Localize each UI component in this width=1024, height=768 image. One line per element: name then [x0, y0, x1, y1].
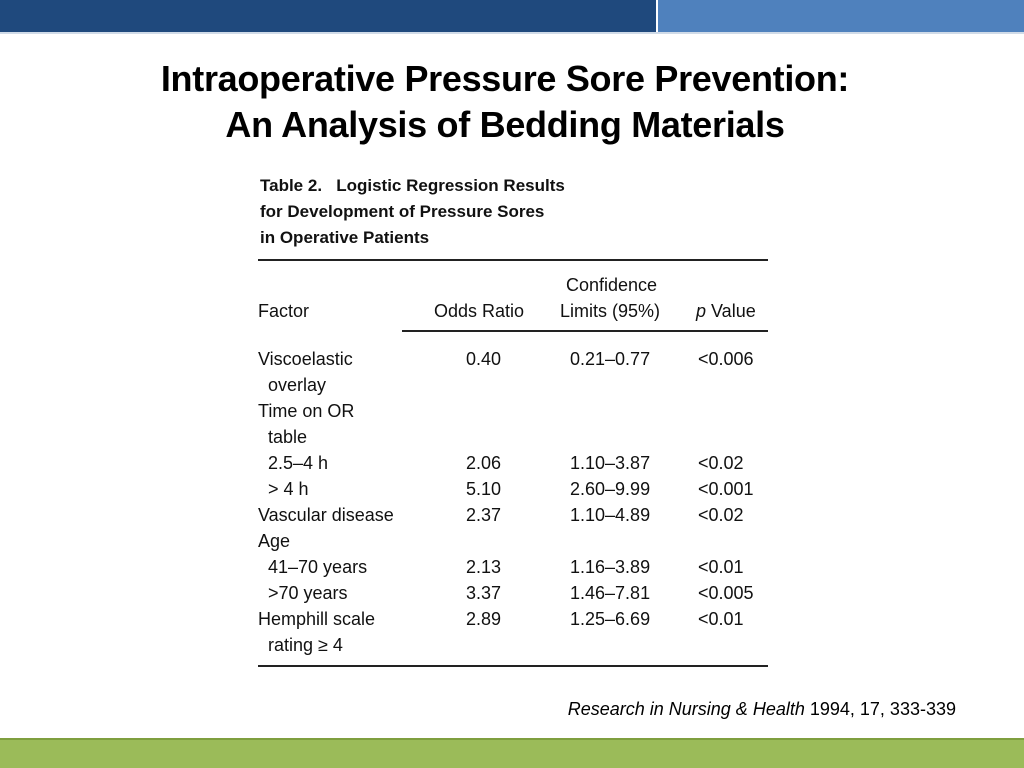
cell-p-value: <0.02 [698, 505, 744, 525]
cell-odds-ratio: 3.37 [466, 583, 502, 603]
cell-factor: Vascular disease [258, 505, 394, 525]
cell-p-value: <0.006 [698, 349, 754, 369]
header-factor: Factor [258, 301, 310, 321]
cell-odds-ratio: 0.40 [466, 349, 502, 369]
cell-confidence-limits: 1.10–4.89 [570, 505, 651, 525]
table-header-rule [402, 330, 768, 332]
table-row [258, 502, 770, 528]
footer-bar [0, 738, 1024, 768]
cell-factor: 41–70 years [258, 557, 368, 577]
cell-confidence-limits: 2.60–9.99 [570, 479, 651, 499]
table-caption [260, 173, 770, 251]
table-row [258, 606, 770, 632]
table-bottom-rule [258, 665, 768, 667]
cell-p-value: <0.005 [698, 583, 754, 603]
cell-p-value: <0.02 [698, 453, 744, 473]
table-caption-line2: for Development of Pressure Sores [260, 202, 545, 221]
table-row [258, 424, 770, 450]
cell-odds-ratio: 2.13 [466, 557, 502, 577]
table-row [258, 450, 770, 476]
cell-factor: rating ≥ 4 [258, 635, 343, 655]
cell-factor: Hemphill scale [258, 609, 376, 629]
cell-odds-ratio: 5.10 [466, 479, 502, 499]
cell-factor: 2.5–4 h [258, 453, 329, 473]
cell-confidence-limits: 1.46–7.81 [570, 583, 651, 603]
header-p-italic: p [696, 301, 707, 321]
table-row [258, 346, 770, 372]
citation-journal: Research in Nursing & Health [567, 699, 805, 719]
cell-confidence-limits: 1.16–3.89 [570, 557, 651, 577]
header-divider [0, 32, 1024, 34]
cell-confidence-limits: 1.10–3.87 [570, 453, 651, 473]
header-bar-light [656, 0, 1024, 32]
cell-factor: overlay [258, 375, 327, 395]
slide-title-line2: An Analysis of Bedding Materials [225, 104, 785, 145]
header-ci-line2: Limits (95%) [560, 301, 661, 321]
cell-factor: table [258, 427, 308, 447]
header-p-rest: Value [706, 301, 756, 321]
cell-confidence-limits: 0.21–0.77 [570, 349, 651, 369]
citation-details: 1994, 17, 333-339 [804, 699, 956, 719]
header-bar-dark [0, 0, 656, 33]
table-row [258, 398, 770, 424]
cell-p-value: <0.01 [698, 557, 744, 577]
cell-p-value: <0.01 [698, 609, 744, 629]
table-row [258, 528, 770, 554]
regression-table [258, 173, 770, 673]
slide-title-line1: Intraoperative Pressure Sore Prevention: [160, 58, 850, 99]
table-row [258, 554, 770, 580]
cell-factor: Time on OR [258, 401, 355, 421]
citation [568, 699, 956, 720]
cell-factor: > 4 h [258, 479, 309, 499]
slide-title [60, 56, 950, 148]
table-top-rule [258, 259, 768, 261]
cell-odds-ratio: 2.89 [466, 609, 502, 629]
table-row [258, 476, 770, 502]
table-caption-line1: Table 2. Logistic Regression Results [260, 176, 565, 195]
cell-factor: Age [258, 531, 291, 551]
table-row [258, 580, 770, 606]
cell-confidence-limits: 1.25–6.69 [570, 609, 651, 629]
cell-p-value: <0.001 [698, 479, 754, 499]
header-ci-line1: Confidence [566, 275, 658, 295]
table-caption-line3: in Operative Patients [260, 228, 430, 247]
cell-factor: >70 years [258, 583, 348, 603]
cell-odds-ratio: 2.37 [466, 505, 502, 525]
table-row [258, 372, 770, 398]
header-odds-ratio: Odds Ratio [434, 301, 525, 321]
header-p-value [696, 298, 756, 324]
cell-odds-ratio: 2.06 [466, 453, 502, 473]
table-row [258, 632, 770, 658]
cell-factor: Viscoelastic [258, 349, 353, 369]
